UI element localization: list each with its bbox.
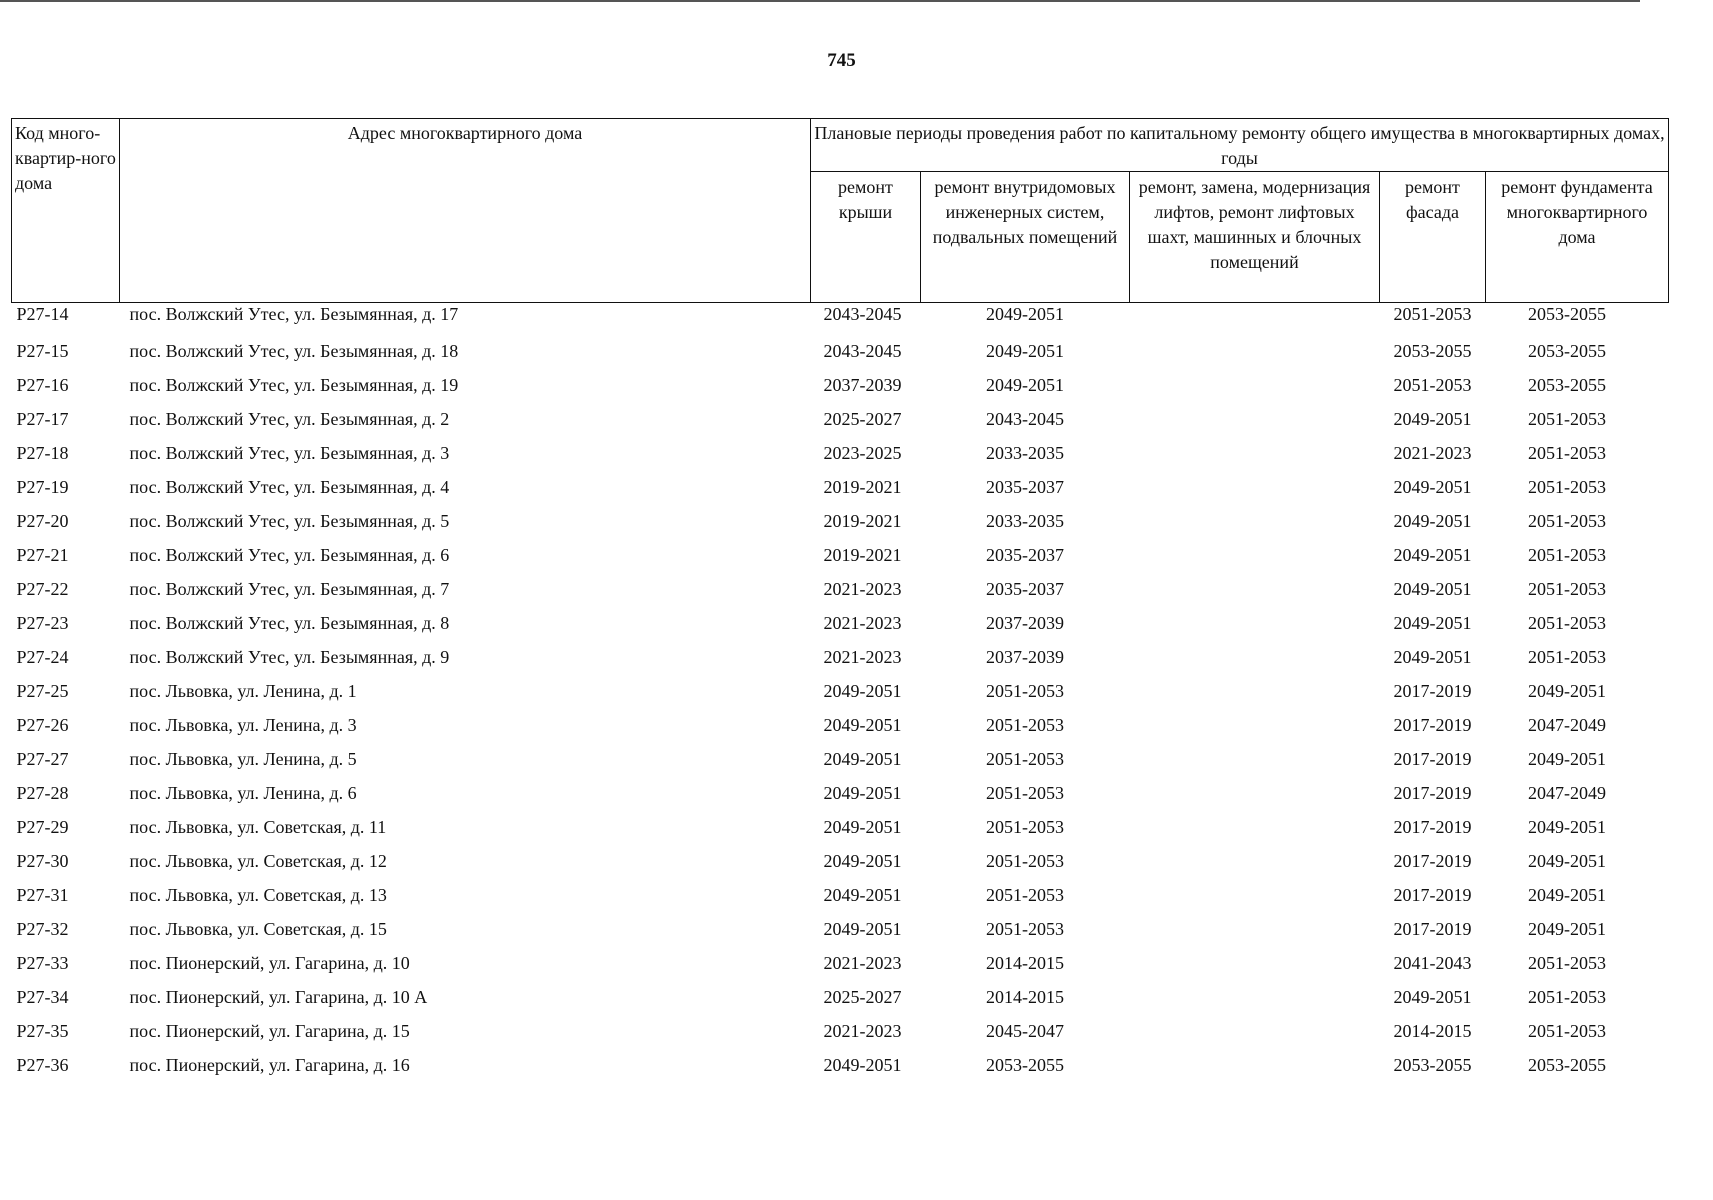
cell-roof: 2049-2051 [823,782,902,803]
cell-elevators [1130,776,1380,810]
table-row [12,470,1669,504]
cell-elevators [1130,606,1380,640]
cell-facade: 2017-2019 [1393,850,1472,871]
cell-facade: 2049-2051 [1393,408,1472,429]
cell-roof: 2019-2021 [823,510,902,531]
table-row [12,844,1669,878]
cell-roof: 2023-2025 [823,442,902,463]
cell-elevators [1130,334,1380,368]
cell-address: пос. Пионерский, ул. Гагарина, д. 16 [129,1054,410,1075]
header-foundation: ремонт фундамента многоквартирного дома [1486,172,1669,303]
cell-facade: 2051-2053 [1393,304,1472,324]
table-row [12,334,1669,368]
table-row [12,640,1669,674]
cell-facade: 2049-2051 [1393,646,1472,667]
cell-engineering-systems: 2051-2053 [986,782,1064,803]
cell-code: Р27-17 [16,408,69,429]
table-header [12,119,1669,303]
cell-address: пос. Львовка, ул. Советская, д. 15 [129,918,387,939]
cell-address: пос. Волжский Утес, ул. Безымянная, д. 18 [129,340,459,361]
table-row [12,538,1669,572]
cell-facade: 2049-2051 [1393,510,1472,531]
cell-roof: 2021-2023 [823,952,902,973]
table-row [12,402,1669,436]
cell-roof: 2049-2051 [823,714,902,735]
cell-roof: 2043-2045 [823,304,902,324]
table-row [12,946,1669,980]
cell-facade: 2049-2051 [1393,986,1472,1007]
table-row [12,368,1669,402]
cell-foundation: 2047-2049 [1528,714,1606,735]
cell-roof: 2049-2051 [823,850,902,871]
cell-elevators [1130,708,1380,742]
cell-address: пос. Волжский Утес, ул. Безымянная, д. 5 [129,510,450,531]
cell-elevators [1130,844,1380,878]
cell-foundation: 2051-2053 [1528,442,1606,463]
cell-code: Р27-25 [16,680,69,701]
cell-facade: 2053-2055 [1393,1054,1472,1075]
header-planned-periods: Плановые периоды проведения работ по капитальному ремонту общего имущества в многоквартирных домах, годы [811,119,1669,172]
cell-elevators [1130,303,1380,335]
cell-address: пос. Львовка, ул. Ленина, д. 1 [129,680,357,701]
cell-elevators [1130,538,1380,572]
cell-engineering-systems: 2037-2039 [986,646,1064,667]
cell-roof: 2019-2021 [823,544,902,565]
cell-facade: 2017-2019 [1393,816,1472,837]
cell-facade: 2014-2015 [1393,1020,1472,1041]
cell-roof: 2021-2023 [823,578,902,599]
cell-engineering-systems: 2051-2053 [986,748,1064,769]
cell-roof: 2049-2051 [823,884,902,905]
header-address: Адрес многоквартирного дома [120,119,811,303]
cell-engineering-systems: 2053-2055 [986,1054,1064,1075]
cell-elevators [1130,368,1380,402]
cell-elevators [1130,640,1380,674]
cell-address: пос. Волжский Утес, ул. Безымянная, д. 17 [129,304,459,324]
cell-code: Р27-36 [16,1054,69,1075]
header-engineering-systems: ремонт внутридомовых инженерных систем, подвальных помещений [921,172,1130,303]
cell-code: Р27-19 [16,476,69,497]
cell-elevators [1130,810,1380,844]
cell-roof: 2049-2051 [823,748,902,769]
table-row [12,776,1669,810]
cell-address: пос. Львовка, ул. Советская, д. 12 [129,850,387,871]
cell-foundation: 2051-2053 [1528,578,1606,599]
cell-roof: 2049-2051 [823,1054,902,1075]
cell-foundation: 2053-2055 [1528,1054,1606,1075]
cell-facade: 2049-2051 [1393,476,1472,497]
table-row [12,606,1669,640]
cell-roof: 2021-2023 [823,612,902,633]
table-row [12,912,1669,946]
cell-elevators [1130,1014,1380,1048]
cell-elevators [1130,742,1380,776]
cell-roof: 2049-2051 [823,918,902,939]
cell-facade: 2017-2019 [1393,748,1472,769]
cell-code: Р27-23 [16,612,69,633]
cell-elevators [1130,1048,1380,1082]
cell-address: пос. Пионерский, ул. Гагарина, д. 10 А [129,986,428,1007]
cell-address: пос. Пионерский, ул. Гагарина, д. 15 [129,1020,410,1041]
cell-code: Р27-20 [16,510,69,531]
cell-facade: 2049-2051 [1393,612,1472,633]
cell-foundation: 2049-2051 [1528,748,1606,769]
cell-elevators [1130,470,1380,504]
cell-engineering-systems: 2051-2053 [986,680,1064,701]
cell-elevators [1130,980,1380,1014]
table-row [12,742,1669,776]
table-row [12,504,1669,538]
cell-address: пос. Волжский Утес, ул. Безымянная, д. 9 [129,646,450,667]
cell-foundation: 2051-2053 [1528,1020,1606,1041]
cell-engineering-systems: 2033-2035 [986,442,1064,463]
cell-code: Р27-26 [16,714,69,735]
cell-address: пос. Волжский Утес, ул. Безымянная, д. 2 [129,408,450,429]
cell-roof: 2021-2023 [823,646,902,667]
cell-address: пос. Львовка, ул. Ленина, д. 3 [129,714,357,735]
cell-address: пос. Волжский Утес, ул. Безымянная, д. 7 [129,578,450,599]
cell-foundation: 2047-2049 [1528,782,1606,803]
cell-roof: 2021-2023 [823,1020,902,1041]
cell-code: Р27-35 [16,1020,69,1041]
cell-address: пос. Волжский Утес, ул. Безымянная, д. 8 [129,612,450,633]
table-row [12,674,1669,708]
table-row [12,303,1669,335]
cell-code: Р27-24 [16,646,69,667]
cell-engineering-systems: 2035-2037 [986,578,1064,599]
cell-engineering-systems: 2049-2051 [986,374,1064,395]
table-row [12,810,1669,844]
cell-elevators [1130,504,1380,538]
cell-roof: 2019-2021 [823,476,902,497]
cell-code: Р27-29 [16,816,69,837]
cell-foundation: 2053-2055 [1528,374,1606,395]
cell-code: Р27-22 [16,578,69,599]
cell-foundation: 2051-2053 [1528,646,1606,667]
cell-roof: 2049-2051 [823,680,902,701]
header-roof: ремонт крыши [811,172,921,303]
cell-engineering-systems: 2035-2037 [986,476,1064,497]
header-code: Код много-квартир-ного дома [12,119,120,303]
cell-facade: 2017-2019 [1393,714,1472,735]
cell-engineering-systems: 2049-2051 [986,304,1064,324]
cell-engineering-systems: 2049-2051 [986,340,1064,361]
cell-engineering-systems: 2043-2045 [986,408,1064,429]
cell-code: Р27-15 [16,340,69,361]
table-row [12,878,1669,912]
cell-engineering-systems: 2014-2015 [986,986,1064,1007]
cell-facade: 2049-2051 [1393,578,1472,599]
table-row [12,708,1669,742]
cell-foundation: 2049-2051 [1528,918,1606,939]
cell-elevators [1130,878,1380,912]
cell-facade: 2017-2019 [1393,884,1472,905]
cell-address: пос. Волжский Утес, ул. Безымянная, д. 3 [129,442,450,463]
cell-code: Р27-31 [16,884,69,905]
cell-engineering-systems: 2051-2053 [986,918,1064,939]
cell-facade: 2051-2053 [1393,374,1472,395]
repair-plan-table [11,118,1669,1082]
cell-engineering-systems: 2033-2035 [986,510,1064,531]
cell-foundation: 2051-2053 [1528,544,1606,565]
cell-code: Р27-14 [16,304,69,324]
cell-foundation: 2053-2055 [1528,340,1606,361]
cell-code: Р27-21 [16,544,69,565]
cell-code: Р27-28 [16,782,69,803]
cell-elevators [1130,912,1380,946]
cell-address: пос. Волжский Утес, ул. Безымянная, д. 4 [129,476,450,497]
cell-elevators [1130,674,1380,708]
cell-elevators [1130,402,1380,436]
cell-foundation: 2051-2053 [1528,476,1606,497]
cell-roof: 2037-2039 [823,374,902,395]
cell-address: пос. Волжский Утес, ул. Безымянная, д. 6 [129,544,450,565]
top-rule [0,0,1640,2]
cell-roof: 2025-2027 [823,408,902,429]
cell-foundation: 2049-2051 [1528,884,1606,905]
cell-foundation: 2051-2053 [1528,952,1606,973]
cell-facade: 2021-2023 [1393,442,1472,463]
cell-address: пос. Львовка, ул. Советская, д. 11 [129,816,387,837]
table-body [12,303,1669,1083]
cell-roof: 2049-2051 [823,816,902,837]
cell-elevators [1130,572,1380,606]
cell-foundation: 2051-2053 [1528,612,1606,633]
cell-code: Р27-16 [16,374,69,395]
cell-address: пос. Львовка, ул. Ленина, д. 6 [129,782,357,803]
cell-roof: 2043-2045 [823,340,902,361]
cell-engineering-systems: 2051-2053 [986,884,1064,905]
cell-code: Р27-32 [16,918,69,939]
cell-elevators [1130,946,1380,980]
cell-foundation: 2049-2051 [1528,816,1606,837]
cell-code: Р27-33 [16,952,69,973]
cell-engineering-systems: 2037-2039 [986,612,1064,633]
cell-facade: 2017-2019 [1393,782,1472,803]
cell-roof: 2025-2027 [823,986,902,1007]
cell-foundation: 2049-2051 [1528,850,1606,871]
table-row [12,1048,1669,1082]
cell-facade: 2053-2055 [1393,340,1472,361]
cell-foundation: 2051-2053 [1528,986,1606,1007]
header-elevators: ремонт, замена, модернизация лифтов, ремонт лифтовых шахт, машинных и блочных помещений [1130,172,1380,303]
table-row [12,1014,1669,1048]
header-facade: ремонт фасада [1380,172,1486,303]
cell-engineering-systems: 2051-2053 [986,816,1064,837]
cell-facade: 2017-2019 [1393,680,1472,701]
cell-code: Р27-34 [16,986,69,1007]
cell-foundation: 2051-2053 [1528,408,1606,429]
cell-code: Р27-30 [16,850,69,871]
cell-foundation: 2051-2053 [1528,510,1606,531]
cell-engineering-systems: 2051-2053 [986,714,1064,735]
cell-engineering-systems: 2035-2037 [986,544,1064,565]
cell-facade: 2049-2051 [1393,544,1472,565]
table-row [12,980,1669,1014]
table-row [12,436,1669,470]
table-row [12,572,1669,606]
cell-engineering-systems: 2045-2047 [986,1020,1064,1041]
cell-address: пос. Волжский Утес, ул. Безымянная, д. 19 [129,374,459,395]
cell-elevators [1130,436,1380,470]
cell-foundation: 2049-2051 [1528,680,1606,701]
cell-code: Р27-27 [16,748,69,769]
cell-facade: 2017-2019 [1393,918,1472,939]
cell-code: Р27-18 [16,442,69,463]
cell-address: пос. Пионерский, ул. Гагарина, д. 10 [129,952,410,973]
page-number: 745 [827,50,856,71]
cell-engineering-systems: 2051-2053 [986,850,1064,871]
cell-address: пос. Львовка, ул. Ленина, д. 5 [129,748,357,769]
cell-engineering-systems: 2014-2015 [986,952,1064,973]
cell-facade: 2041-2043 [1393,952,1472,973]
cell-address: пос. Львовка, ул. Советская, д. 13 [129,884,387,905]
cell-foundation: 2053-2055 [1528,304,1606,324]
